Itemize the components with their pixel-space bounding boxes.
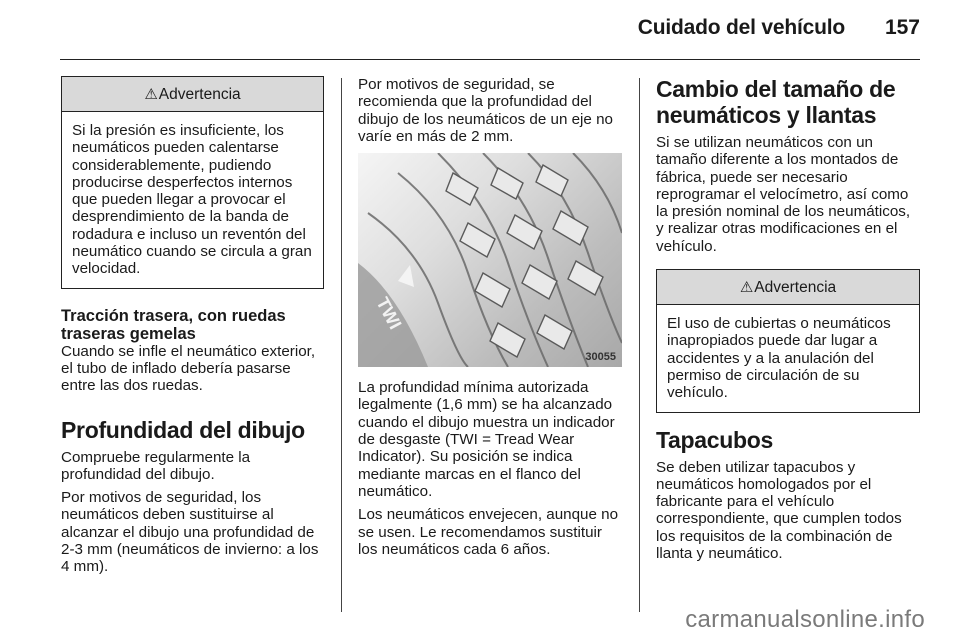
image-code: 30055 (585, 351, 616, 364)
size-change-text: Si se utilizan neumáticos con un tamaño diferente a los montados de fábrica, puede ser necesario reprogramar el velocímetro, así como la presión nominal de los neumáticos, y realizar otras modificaciones en el vehículo. (656, 134, 911, 255)
header-divider (60, 59, 920, 60)
page-header-title: Cuidado del vehículo (637, 16, 845, 39)
warning-triangle-icon: ⚠ (739, 279, 754, 297)
rear-traction-heading: Tracción trasera, con ruedas traseras gemelas (61, 306, 286, 343)
twi-label: TWI (372, 294, 406, 333)
column-divider-2 (639, 78, 640, 612)
hubcaps-heading: Tapacubos (656, 426, 774, 453)
size-change-heading: Cambio del tamaño de neumáticos y llantas (656, 76, 896, 128)
tread-depth-paragraph-2: Por motivos de seguridad, los neumáticos deben sustituirse al alcanzar el dibujo una profundidad de 2-3 mm (neumáticos de invierno: a los 4 mm). (61, 489, 319, 576)
warning-text: El uso de cubiertas o neumáticos inapropiados puede dar lugar a accidentes y a la anulación del permiso de circulación de su vehículo. (667, 315, 891, 402)
hubcaps-text: Se deben utilizar tapacubos y neumáticos homologados por el fabricante para el vehículo correspondiente, que cumplen todos los requisitos de la combinación de llanta y neumático. (656, 458, 902, 563)
warning-header (657, 270, 919, 305)
tire-tread-illustration (358, 153, 622, 367)
watermark: carmanualsonline.info (685, 606, 925, 633)
tread-depth-heading: Profundidad del dibujo (61, 416, 305, 443)
column-divider-1 (341, 78, 342, 612)
tire-tread-image (358, 153, 622, 367)
warning-box-tires (656, 269, 920, 412)
page-number: 157 (884, 16, 920, 39)
warning-box-pressure (61, 76, 324, 289)
warning-title: Advertencia (158, 86, 241, 103)
tread-depth-paragraph-1: Compruebe regularmente la profundidad del dibujo. (61, 448, 251, 483)
warning-triangle-icon: ⚠ (144, 86, 158, 103)
tread-variation-paragraph: Por motivos de seguridad, se recomienda que la profundidad del dibujo de los neumáticos de un eje no varíe en más de 2 mm. (358, 76, 613, 145)
rear-traction-text: Cuando se infle el neumático exterior, el tubo de inflado debería pasarse entre las dos ruedas. (61, 342, 316, 395)
column-3 (656, 76, 920, 568)
min-depth-paragraph: La profundidad mínima autorizada legalmente (1,6 mm) se ha alcanzado cuando el dibujo muestra un indicador de desgaste (TWI = Tread Wear Indicator). Su posición se indica mediante marcas en el flanco del neumático. (358, 379, 615, 500)
warning-title: Advertencia (754, 279, 837, 297)
warning-header (62, 77, 323, 112)
column-2 (358, 76, 622, 564)
column-1 (61, 76, 324, 582)
twi-arrow-icon (398, 265, 414, 287)
tire-aging-paragraph: Los neumáticos envejecen, aunque no se usen. Le recomendamos sustituir los neumáticos cada 6 años. (358, 506, 619, 558)
warning-text: Si la presión es insuficiente, los neumáticos pueden calentarse considerablemente, pudiendo producirse desperfectos internos que pueden llegar a provocar el desprendimiento de la banda de rodadura e incluso un reventón del neumático cuando se circula a gran velocidad. (72, 122, 312, 278)
